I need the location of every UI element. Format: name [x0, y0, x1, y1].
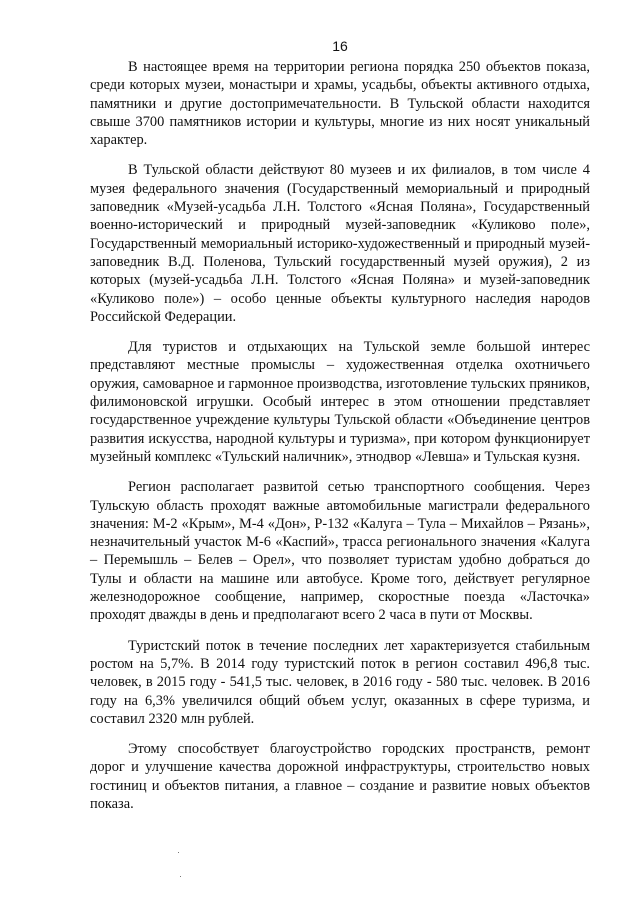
paragraph-museums: В Тульской области действуют 80 музеев и их филиалов, в том числе 4 музея федерального значения (Государственный мемориальный и природный заповедник «Музей-усадьба Л.Н. Толстого «Ясная Поляна», Государственный военно-исторический и природный музей-заповедник «Куликово поле», Государственный мемориальный историко-художественный и природный музей-заповедник В.Д. Поленова, Тульский государственный музей оружия), 2 из которых (музей-усадьба Л.Н. Толстого «Ясная Поляна» и музей-заповедник «Куликово поле») – особо ценные объекты культурного наследия народов Российской Федерации.	[90, 162, 590, 325]
paragraph-infrastructure: Этому способствует благоустройство городских пространств, ремонт дорог и улучшение качества дорожной инфраструктуры, строительство новых гостиниц и объектов питания, а главное – создание и развитие новых объектов показа.	[90, 741, 590, 812]
page-number: 16	[332, 38, 348, 54]
scan-speck	[180, 876, 181, 877]
scan-speck	[178, 852, 179, 853]
paragraph-crafts: Для туристов и отдыхающих на Тульской земле большой интерес представляют местные промыслы – художественная отделка охотничьего оружия, самоварное и гармонное производства, изготовление тульских пряников, филимоновской игрушки. Особый интерес в этом отношении представляет государственное учреждение культуры Тульской области «Объединение центров развития искусства, народной культуры и туризма», при котором функционирует музейный комплекс «Тульский наличник», этнодвор «Левша» и Тульская кузня.	[90, 339, 590, 465]
paragraph-transport: Регион располагает развитой сетью транспортного сообщения. Через Тульскую область проходят важные автомобильные магистрали федерального значения: М-2 «Крым», М-4 «Дон», Р-132 «Калуга – Тула – Михайлов – Рязань», незначительный участок М-6 «Каспий», трасса регионального значения «Калуга – Перемышль – Белев – Орел», что позволяет туристам удобно добраться до Тулы и области на машине или автобусе. Кроме того, действует регулярное железнодорожное сообщение, например, скоростные поезда «Ласточка» проходят дважды в день и предполагают всего 2 часа в пути от Москвы.	[90, 479, 590, 624]
paragraph-tourist-flow: Туристский поток в течение последних лет характеризуется стабильным ростом на 5,7%. В 2014 году туристский поток в регион составил 496,8 тыс. человек, в 2015 году - 541,5 тыс. человек, в 2016 году - 580 тыс. человек. В 2016 году на 6,3% увеличился общий объем услуг, оказанных в сфере туризма, и составил 2320 млн рублей.	[90, 637, 590, 727]
document-body	[90, 58, 590, 813]
paragraph-tourist-sites: В настоящее время на территории региона порядка 250 объектов показа, среди которых музеи, монастыри и храмы, усадьбы, объекты активного отдыха, памятники и другие достопримечательности. В Тульской области находится свыше 3700 памятников истории и культуры, многие из них носят уникальный характер.	[90, 59, 590, 149]
